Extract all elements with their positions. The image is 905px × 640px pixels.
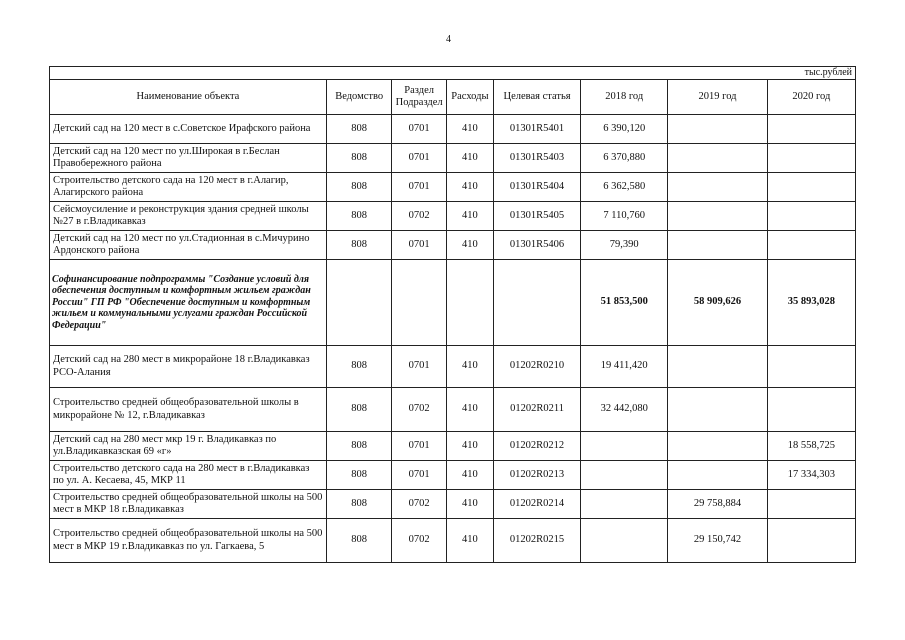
- cell-target: 01202R0215: [493, 519, 580, 563]
- header-target: Целевая статья: [493, 80, 580, 115]
- header-section: [392, 80, 446, 115]
- table-row: [50, 388, 856, 432]
- cell-section: 0701: [392, 231, 446, 260]
- cell-2020: [767, 388, 855, 432]
- table-row-subtotal: [50, 260, 856, 346]
- cell-name: Детский сад на 120 мест по ул.Широкая в г.Беслан Правобережного района: [50, 144, 327, 173]
- cell-department: 808: [326, 144, 392, 173]
- header-section-line1: Раздел: [404, 84, 434, 96]
- cell-target: 01202R0213: [493, 461, 580, 490]
- table-row: [50, 519, 856, 563]
- table-row: [50, 115, 856, 144]
- header-2020: 2020 год: [767, 80, 855, 115]
- cell-section: 0702: [392, 388, 446, 432]
- cell-target: 01301R5405: [493, 202, 580, 231]
- budget-table: [49, 66, 856, 563]
- cell-section: 0701: [392, 432, 446, 461]
- cell-expense: 410: [446, 144, 493, 173]
- cell-2018: [581, 490, 668, 519]
- header-2019: 2019 год: [668, 80, 767, 115]
- cell-2018: 32 442,080: [581, 388, 668, 432]
- table-row: [50, 202, 856, 231]
- cell-department: [326, 260, 392, 346]
- cell-section: 0702: [392, 202, 446, 231]
- cell-target: 01301R5406: [493, 231, 580, 260]
- header-2018: 2018 год: [581, 80, 668, 115]
- cell-2020: [767, 490, 855, 519]
- cell-2018: 7 110,760: [581, 202, 668, 231]
- cell-name: Софинансирование подпрограммы "Создание условий для обеспечения доступным и комфортным жильем граждан России" ГП РФ "Обеспечение доступным и комфортным жильем и коммунальными услугами граждан Российской Федерации": [50, 260, 327, 346]
- cell-2019: [668, 115, 767, 144]
- cell-section: 0701: [392, 115, 446, 144]
- table-row: [50, 346, 856, 388]
- cell-expense: 410: [446, 490, 493, 519]
- table-row: [50, 490, 856, 519]
- cell-2019: [668, 388, 767, 432]
- cell-2020: [767, 231, 855, 260]
- cell-name: Строительство средней общеобразовательной школы на 500 мест в МКР 18 г.Владикавказ: [50, 490, 327, 519]
- cell-2020: [767, 173, 855, 202]
- cell-2018: 6 390,120: [581, 115, 668, 144]
- cell-name: Строительство средней общеобразовательной школы на 500 мест в МКР 19 г.Владикавказ по ул. Гагкаева, 5: [50, 519, 327, 563]
- cell-target: 01301R5404: [493, 173, 580, 202]
- cell-name: Детский сад на 120 мест в с.Советское Ирафского района: [50, 115, 327, 144]
- cell-department: 808: [326, 461, 392, 490]
- table-row: [50, 231, 856, 260]
- cell-2018: [581, 432, 668, 461]
- cell-2018: 6 362,580: [581, 173, 668, 202]
- cell-target: 01202R0211: [493, 388, 580, 432]
- cell-target: 01301R5401: [493, 115, 580, 144]
- cell-2019: [668, 173, 767, 202]
- cell-department: 808: [326, 432, 392, 461]
- units-label: тыс.рублей: [50, 67, 856, 80]
- header-department: Ведомство: [326, 80, 392, 115]
- cell-section: 0702: [392, 519, 446, 563]
- cell-2019: [668, 202, 767, 231]
- cell-department: 808: [326, 519, 392, 563]
- cell-expense: 410: [446, 173, 493, 202]
- cell-department: 808: [326, 388, 392, 432]
- cell-target: [493, 260, 580, 346]
- header-name: Наименование объекта: [50, 80, 327, 115]
- cell-target: 01202R0212: [493, 432, 580, 461]
- header-row: [50, 80, 856, 115]
- cell-department: 808: [326, 173, 392, 202]
- cell-2019: 58 909,626: [668, 260, 767, 346]
- table-row: [50, 173, 856, 202]
- cell-section: 0702: [392, 490, 446, 519]
- cell-expense: 410: [446, 202, 493, 231]
- cell-department: 808: [326, 202, 392, 231]
- cell-name: Строительство детского сада на 120 мест в г.Алагир, Алагирского района: [50, 173, 327, 202]
- cell-2018: [581, 461, 668, 490]
- cell-2018: 79,390: [581, 231, 668, 260]
- cell-name: Детский сад на 280 мест мкр 19 г. Владикавказ по ул.Владикавказская 69 «г»: [50, 432, 327, 461]
- cell-expense: 410: [446, 519, 493, 563]
- table-row: [50, 432, 856, 461]
- cell-2019: [668, 461, 767, 490]
- cell-expense: 410: [446, 388, 493, 432]
- cell-expense: 410: [446, 461, 493, 490]
- units-row: [50, 67, 856, 80]
- cell-2019: 29 150,742: [668, 519, 767, 563]
- cell-2019: 29 758,884: [668, 490, 767, 519]
- cell-name: Сейсмоусиление и реконструкция здания средней школы №27 в г.Владикавказ: [50, 202, 327, 231]
- cell-name: Строительство средней общеобразовательной школы в микрорайоне № 12, г.Владикавказ: [50, 388, 327, 432]
- cell-department: 808: [326, 346, 392, 388]
- cell-section: 0701: [392, 461, 446, 490]
- header-expense: Расходы: [446, 80, 493, 115]
- cell-2019: [668, 231, 767, 260]
- table-row: [50, 144, 856, 173]
- cell-name: Детский сад на 280 мест в микрорайоне 18 г.Владикавказ РСО-Алания: [50, 346, 327, 388]
- cell-expense: 410: [446, 346, 493, 388]
- cell-expense: 410: [446, 231, 493, 260]
- cell-2018: 6 370,880: [581, 144, 668, 173]
- cell-department: 808: [326, 231, 392, 260]
- cell-section: 0701: [392, 173, 446, 202]
- page-number: 4: [446, 34, 451, 45]
- cell-name: Детский сад на 120 мест по ул.Стадионная в с.Мичурино Ардонского района: [50, 231, 327, 260]
- cell-section: 0701: [392, 346, 446, 388]
- cell-section: 0701: [392, 144, 446, 173]
- cell-2019: [668, 432, 767, 461]
- cell-department: 808: [326, 115, 392, 144]
- cell-2020: 17 334,303: [767, 461, 855, 490]
- cell-2018: 19 411,420: [581, 346, 668, 388]
- cell-2019: [668, 346, 767, 388]
- cell-target: 01301R5403: [493, 144, 580, 173]
- cell-expense: 410: [446, 115, 493, 144]
- cell-2020: [767, 115, 855, 144]
- cell-2018: 51 853,500: [581, 260, 668, 346]
- cell-section: [392, 260, 446, 346]
- cell-department: 808: [326, 490, 392, 519]
- cell-2020: [767, 202, 855, 231]
- cell-2020: [767, 144, 855, 173]
- cell-2020: [767, 519, 855, 563]
- header-section-line2: Подраздел: [395, 97, 443, 108]
- cell-name: Строительство детского сада на 280 мест в г.Владикавказ по ул. А. Кесаева, 45, МКР 11: [50, 461, 327, 490]
- cell-target: 01202R0214: [493, 490, 580, 519]
- cell-2020: [767, 346, 855, 388]
- cell-expense: 410: [446, 432, 493, 461]
- cell-target: 01202R0210: [493, 346, 580, 388]
- cell-expense: [446, 260, 493, 346]
- cell-2019: [668, 144, 767, 173]
- cell-2020: 18 558,725: [767, 432, 855, 461]
- table-row: [50, 461, 856, 490]
- cell-2020: 35 893,028: [767, 260, 855, 346]
- cell-2018: [581, 519, 668, 563]
